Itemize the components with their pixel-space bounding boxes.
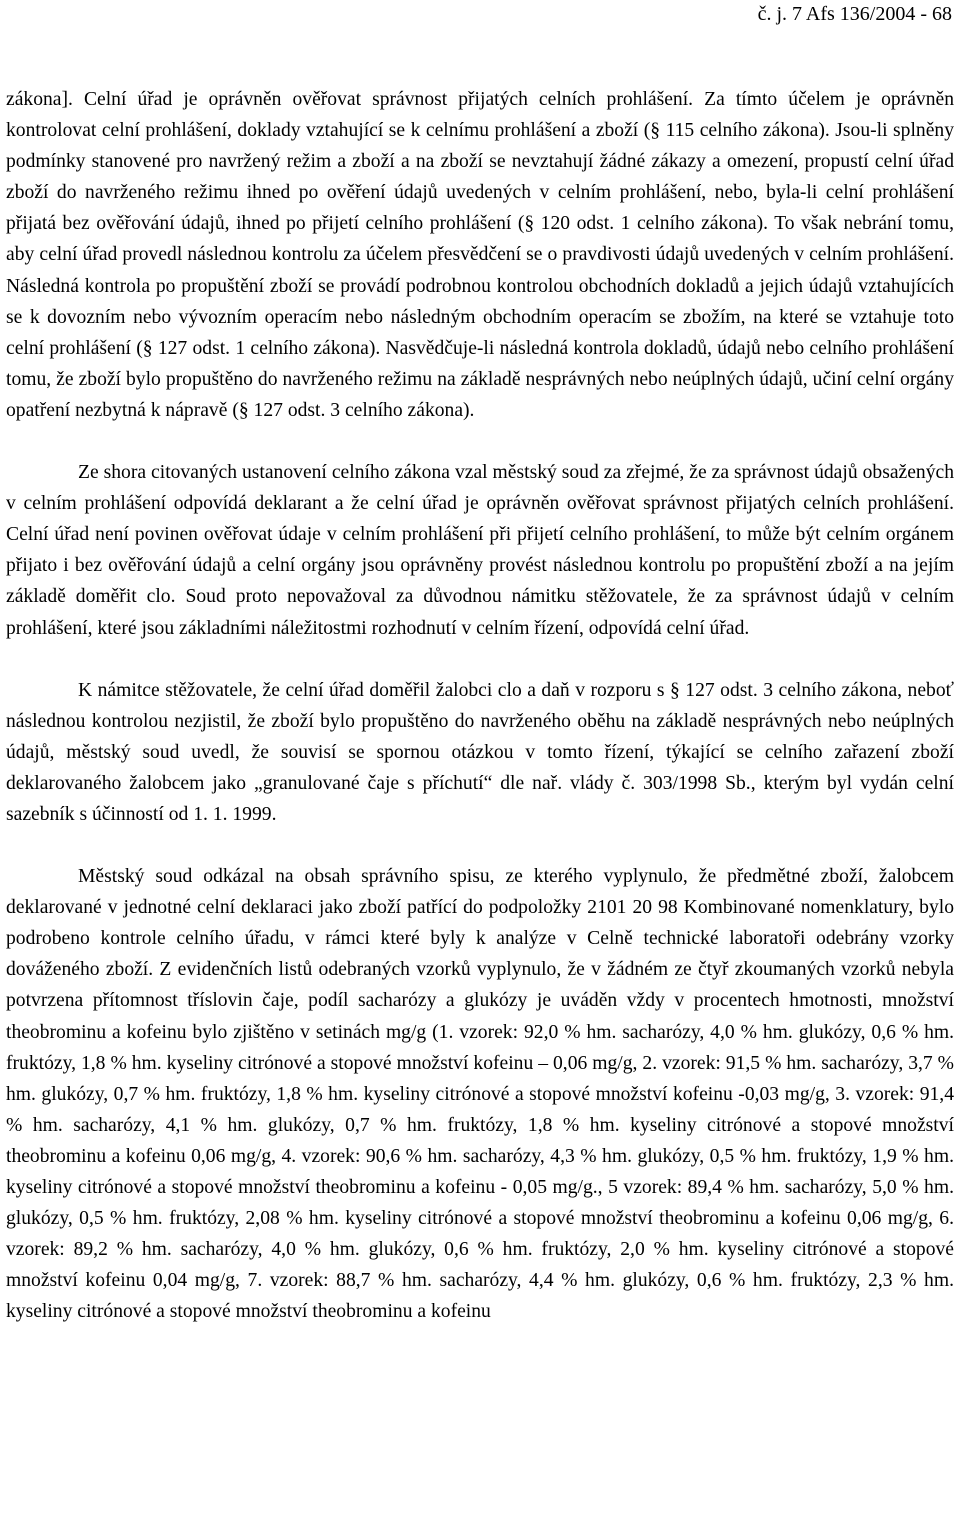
paragraph-objection-response: K námitce stěžovatele, že celní úřad doměřil žalobci clo a daň v rozporu s § 127 odst. 3 celního zákona, neboť následnou kontrolou nezjistil, že zboží bylo propuštěno do navrženého oběhu na základě nesprávných nebo neúplných údajů, městský soud uvedl, že souvisí se spornou otázkou v tomto řízení, týkající se celního zařazení zboží deklarovaného žalobcem jako „granulované čaje s příchutí“ dle nař. vlády č. 303/1998 Sb., kterým byl vydán celní sazebník s účinností od 1. 1. 1999.	[6, 679, 954, 825]
case-reference-number: č. j. 7 Afs 136/2004 - 68	[757, 3, 952, 25]
paragraph-sample-analysis: Městský soud odkázal na obsah správního spisu, ze kterého vyplynulo, že předmětné zboží, žalobcem deklarované v jednotné celní deklaraci jako zboží patřící do podpoložky 2101 20 98 Kombinované nomenklatury, bylo podrobeno kontrole celního úřadu, v rámci které byly k analýze v Celně technické laboratoři odebrány vzorky dováženého zboží. Z evidenčních listů odebraných vzorků vyplynulo, že v žádném ze čtyř zkoumaných vzorků nebyla potvrzena přítomnost tříslovin čaje, podíl sacharózy a glukózy je uváděn vždy v procentech hmotnosti, množství theobrominu a kofeinu bylo zjištěno v setinách mg/g (1. vzorek: 92,0 % hm. sacharózy, 4,0 % hm. glukózy, 0,6 % hm. fruktózy, 1,8 % hm. kyseliny citrónové a stopové množství kofeinu – 0,06 mg/g, 2. vzorek: 91,5 % hm. sacharózy, 3,7 % hm. glukózy, 0,7 % hm. fruktózy, 1,8 % hm. kyseliny citrónové a stopové množství kofeinu -0,03 mg/g, 3. vzorek: 91,4 % hm. sacharózy, 4,1 % hm. glukózy, 0,7 % hm. fruktózy, 1,8 % hm. kyseliny citrónové a stopové množství theobrominu a kofeinu 0,06 mg/g, 4. vzorek: 90,6 % hm. sacharózy, 4,3 % hm. glukózy, 0,5 % hm. fruktózy, 1,9 % hm. kyseliny citrónové a stopové množství theobrominu a kofeinu - 0,05 mg/g., 5 vzorek: 89,4 % hm. sacharózy, 5,0 % hm. glukózy, 0,5 % hm. fruktózy, 2,08 % hm. kyseliny citrónové a stopové množství theobrominu a kofeinu 0,06 mg/g, 6. vzorek: 89,2 % hm. sacharózy, 4,0 % hm. glukózy, 0,6 % hm. fruktózy, 2,0 % hm. kyseliny citrónové a stopové množství kofeinu 0,04 mg/g, 7. vzorek: 88,7 % hm. sacharózy, 4,4 % hm. glukózy, 0,6 % hm. fruktózy, 2,3 % hm. kyseliny citrónové a stopové množství theobrominu a kofeinu	[6, 866, 954, 1323]
document-body	[6, 84, 954, 1327]
paragraph-court-conclusion: Ze shora citovaných ustanovení celního zákona vzal městský soud za zřejmé, že za správnost údajů obsažených v celním prohlášení odpovídá deklarant a že celní úřad je oprávněn ověřovat správnost přijatých celních prohlášení. Celní úřad není povinen ověřovat údaje v celním prohlášení při přijetí celního prohlášení, to může být celním orgánem přijato i bez ověřování údajů a celní orgány jsou oprávněny provést následnou kontrolu po propuštění zboží a na jejím základě doměřit clo. Soud proto nepovažoval za důvodnou námitku stěžovatele, že za správnost údajů v celním prohlášení, které jsou základními náležitostmi rozhodnutí v celním řízení, odpovídá celní úřad.	[6, 462, 954, 639]
paragraph-customs-verification: zákona]. Celní úřad je oprávněn ověřovat správnost přijatých celních prohlášení. Za tímto účelem je oprávněn kontrolovat celní prohlášení, doklady vztahující se k celnímu prohlášení a zboží (§ 115 celního zákona). Jsou-li splněny podmínky stanovené pro navržený režim a zboží a na zboží se nevztahují žádné zákazy a omezení, propustí celní úřad zboží do navrženého režimu ihned po ověření údajů uvedených v celním prohlášení, nebo, byla-li celní prohlášení přijatá bez ověřování údajů, ihned po přijetí celního prohlášení (§ 120 odst. 1 celního zákona). To však nebrání tomu, aby celní úřad provedl následnou kontrolu za účelem přesvědčení se o pravdivosti údajů uvedených v celním prohlášení. Následná kontrola po propuštění zboží se provádí podrobnou kontrolou obchodních dokladů a jejich údajů vztahujících se k dovozním nebo vývozním operacím nebo následným obchodním operacím se zbožím, na které se vztahuje toto celní prohlášení (§ 127 odst. 1 celního zákona). Nasvědčuje-li následná kontrola dokladů, údajů nebo celního prohlášení tomu, že zboží bylo propuštěno do navrženého režimu na základě nesprávných nebo neúplných údajů, učiní celní orgány opatření nezbytná k nápravě (§ 127 odst. 3 celního zákona).	[6, 89, 954, 421]
